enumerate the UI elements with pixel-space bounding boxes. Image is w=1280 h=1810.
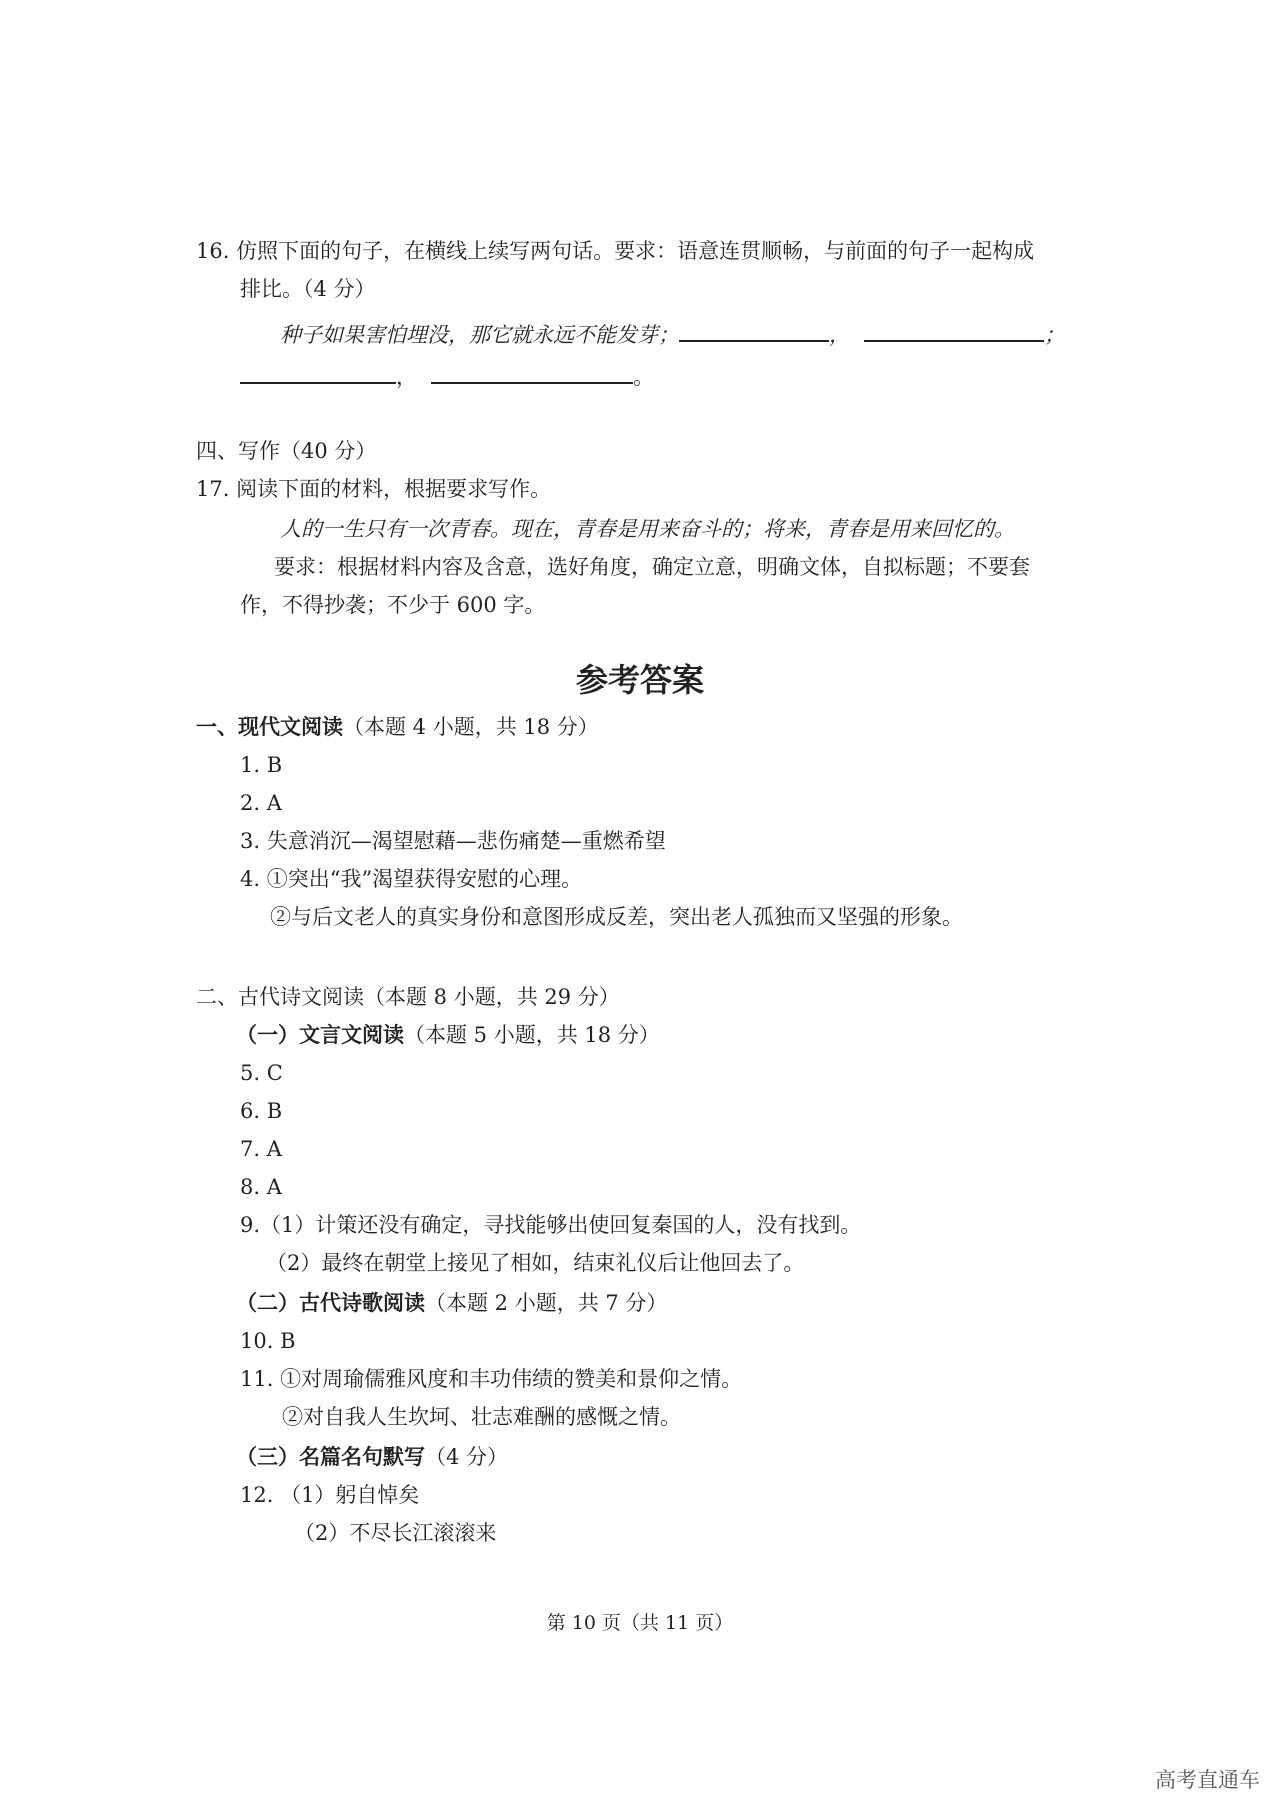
- answer-10: 10. B: [240, 1329, 296, 1353]
- subsection-3-note: （4 分）: [425, 1445, 509, 1469]
- q17-prompt: 17. 阅读下面的材料，根据要求写作。: [196, 477, 552, 501]
- q16-blank-row: [240, 360, 654, 392]
- answer-9-part-1: 9.（1）计策还没有确定，寻找能够出使回复秦国的人，没有找到。: [240, 1213, 862, 1237]
- answer-blank-2[interactable]: [864, 318, 1044, 342]
- answers-title: 参考答案: [575, 661, 704, 699]
- q17-requirement-1: 要求：根据材料内容及含意，选好角度，确定立意，明确文体，自拟标题；不要套: [274, 555, 1030, 579]
- subsection-2-note: （本题 2 小题，共 7 分）: [425, 1291, 668, 1315]
- answer-6: 6. B: [240, 1099, 283, 1123]
- q17-material: 人的一生只有一次青春。现在，青春是用来奋斗的；将来，青春是用来回忆的。: [280, 517, 1015, 541]
- q16-example-sentence: 种子如果害怕埋没，那它就永远不能发芽；: [280, 323, 679, 347]
- section-2-heading: 二、古代诗文阅读（本题 8 小题，共 29 分）: [196, 985, 620, 1009]
- answer-12-part-2: （2）不尽长江滚滚来: [294, 1521, 497, 1545]
- subsection-2-label: （二）古代诗歌阅读: [236, 1290, 425, 1315]
- answer-blank-1[interactable]: [679, 318, 829, 342]
- answer-11-part-1: 11. ①对周瑜儒雅风度和丰功伟绩的赞美和景仰之情。: [240, 1367, 743, 1391]
- answer-9-part-2: （2）最终在朝堂上接见了相如，结束礼仪后让他回去了。: [266, 1251, 805, 1275]
- writing-heading: 四、写作（40 分）: [196, 439, 377, 463]
- q16-semicolon: ；: [1044, 323, 1065, 347]
- subsection-3-heading: [236, 1442, 508, 1472]
- q16-line-1: 16. 仿照下面的句子，在横线上续写两句话。要求：语意连贯顺畅，与前面的句子一起构成: [196, 239, 1035, 263]
- subsection-3-label: （三）名篇名句默写: [236, 1444, 425, 1469]
- q16-period: 。: [633, 365, 654, 389]
- q16-example-row: [280, 318, 1065, 350]
- answer-12-part-1: 12. （1）躬自悼矣: [240, 1483, 420, 1507]
- q16-comma: ，: [396, 365, 417, 389]
- subsection-1-heading: [236, 1020, 660, 1050]
- q17-requirement-2: 作，不得抄袭；不少于 600 字。: [240, 593, 546, 617]
- page-number: 第 10 页（共 11 页）: [546, 1612, 734, 1634]
- q16-line-2: 排比。（4 分）: [240, 277, 376, 301]
- answer-1: 1. B: [240, 753, 283, 777]
- section-1-heading: [196, 712, 599, 742]
- answer-2: 2. A: [240, 791, 282, 815]
- subsection-1-note: （本题 5 小题，共 18 分）: [404, 1023, 660, 1047]
- q16-comma: ，: [829, 323, 850, 347]
- answer-7: 7. A: [240, 1137, 282, 1161]
- answer-5: 5. C: [240, 1061, 283, 1085]
- watermark: 高考直通车: [1155, 1768, 1260, 1792]
- answer-blank-4[interactable]: [431, 360, 633, 384]
- answer-4-part-2: ②与后文老人的真实身份和意图形成反差，突出老人孤独而又坚强的形象。: [270, 905, 963, 929]
- section-1-label: 一、现代文阅读: [196, 714, 343, 739]
- answer-8: 8. A: [240, 1175, 282, 1199]
- section-1-note: （本题 4 小题，共 18 分）: [343, 715, 599, 739]
- answer-4-part-1: 4. ①突出“我”渴望获得安慰的心理。: [240, 867, 583, 891]
- answer-blank-3[interactable]: [240, 360, 396, 384]
- subsection-1-label: （一）文言文阅读: [236, 1022, 404, 1047]
- subsection-2-heading: [236, 1288, 667, 1318]
- answer-11-part-2: ②对自我人生坎坷、壮志难酬的感慨之情。: [282, 1405, 681, 1429]
- answer-3: 3. 失意消沉—渴望慰藉—悲伤痛楚—重燃希望: [240, 829, 666, 853]
